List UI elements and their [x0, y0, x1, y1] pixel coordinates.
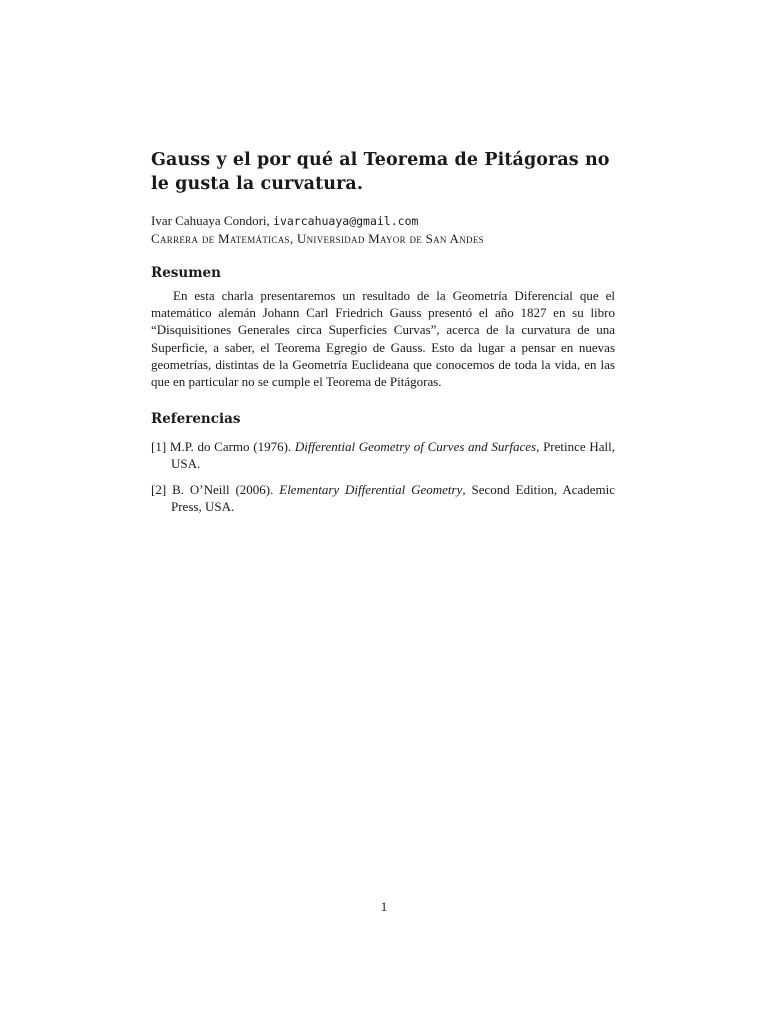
reference-publisher: , Pretince Hall, USA.	[171, 439, 616, 472]
reference-authors: B. O’Neill (2006).	[172, 481, 274, 497]
document-content	[151, 148, 615, 523]
reference-label: [2]	[151, 481, 167, 497]
references-heading: Referencias	[151, 411, 241, 428]
reference-publisher: , Second Edition, Academic Press, USA.	[171, 481, 616, 514]
author-name: Ivar Cahuaya Condori,	[151, 213, 270, 228]
reference-book-title: Differential Geometry of Curves and Surfaces	[294, 439, 537, 455]
reference-authors: M.P. do Carmo (1976).	[169, 439, 292, 455]
document-title: Gauss y el por qué al Teorema de Pitágoras no le gusta la curvatura.	[151, 150, 610, 194]
reference-book-title: Elementary Differential Geometry	[279, 481, 463, 497]
reference-label: [1]	[151, 439, 167, 455]
page-number: 1	[380, 899, 388, 914]
reference-item	[151, 438, 615, 472]
abstract-text: En esta charla presentaremos un resultado de la Geometría Diferencial que el matemático alemán Johann Carl Friedrich Gauss presentó el año 1827 en su libro “Disquisitiones Generales circa Superficies Curvas”, acerca de la curvatura de una Superficie, a saber, el Teorema Egregio de Gauss. Esto da lugar a pensar en nuevas geometrías, distintas de la Geometría Euclideana que conocemos de toda la vida, en las que en particular no se cumple el Teorema de Pitágoras.	[151, 288, 615, 390]
abstract-heading: Resumen	[151, 265, 221, 281]
reference-item	[151, 481, 615, 515]
author-email: ivarcahuaya@gmail.com	[273, 214, 419, 228]
author-affiliation: Carrera de Matemáticas, Universidad Mayor de San Andes	[151, 231, 484, 246]
author-line	[151, 212, 615, 230]
references-list	[151, 438, 615, 515]
